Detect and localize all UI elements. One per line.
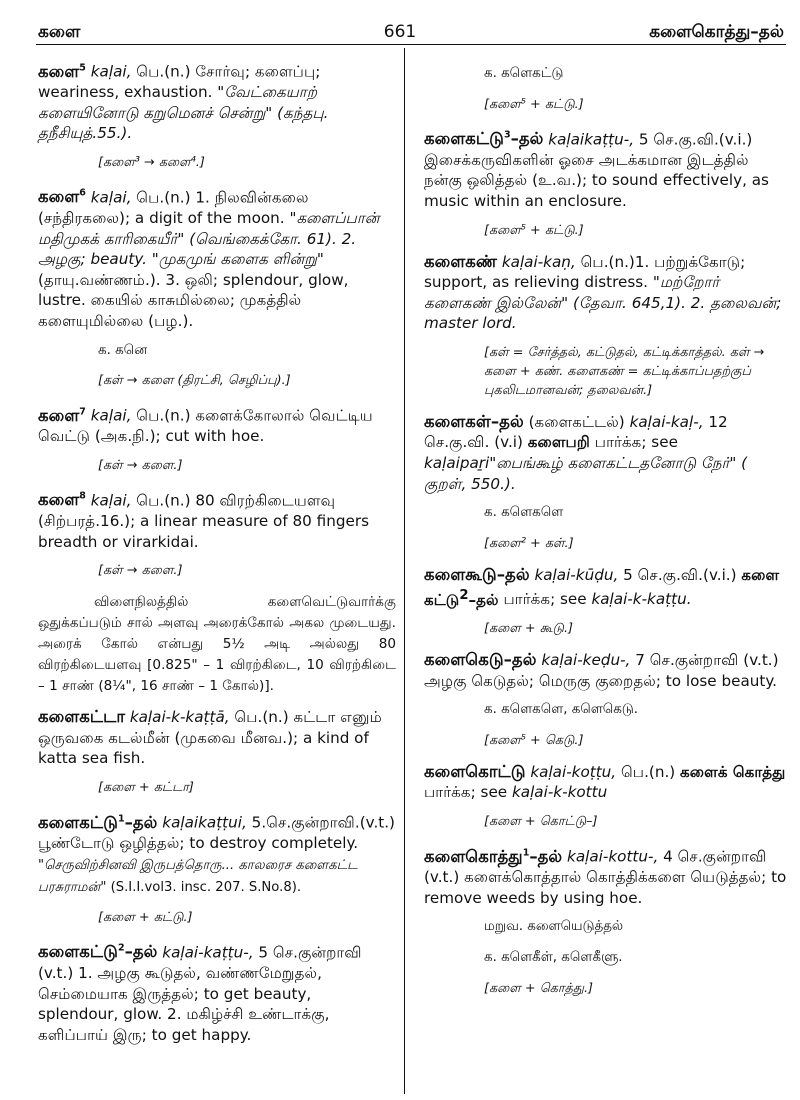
column-divider [404,48,405,1094]
transliteration: kaḷai, [90,188,132,207]
headword: களைகூடு–தல் [424,564,530,584]
dictionary-entry [424,252,788,334]
synonym: மறுவ. களையெடுத்தல் [484,919,624,935]
headword: களை$^8$ [38,490,86,510]
cross-reference: களைபறி [527,433,590,452]
quotation: "பைங்கூழ் களைகட்டதனோடு நேர்" [489,454,737,473]
headword: களைகட்டு$^3$–தல் [424,129,544,149]
transliteration: kaḷai-koṭṭu, [530,762,617,781]
definition: பார்க்க; see [589,433,678,452]
transliteration: kaḷai, [90,62,132,81]
etymology: [களை⁵ + கெடு.] [484,732,584,748]
etymology: [களை⁵ + கட்டு.] [484,222,584,238]
etymology: [களை⁵ + கட்டு.] [484,96,584,112]
etymology: [களை + கொத்து.] [484,980,594,996]
headword: களைகொட்டு [424,761,526,781]
dictionary-entry [424,650,788,691]
headword: களைகள்–தல் [424,411,524,431]
source: (தேவா. 645,1). 2. தலைவன்; master lord. [424,293,782,333]
transliteration: kaḷai-keḍu-, [541,651,631,670]
quotation: "மற்றோர் களைகண் இல்லேன்" [424,273,720,312]
page-header [0,0,800,40]
etymology: [களை³ → களை⁴.] [98,154,205,170]
page-number: 661 [383,22,417,42]
transliteration: kaḷai-k-kaṭṭu. [591,590,692,609]
dictionary-entry [424,126,788,212]
transliteration: kaḷai, [90,406,132,425]
transliteration: kaḷai-k-kaṭṭā, [129,708,230,727]
headword: களை$^5$ [38,61,86,81]
definition: பெ.(n.) களைக்கோலால் வெட்டிய வெட்டு (அக.நி.); cut with hoe. [38,406,373,446]
cognate: க. களெகளெ, களெகெடு. [484,702,638,718]
transliteration: kaḷai, [90,491,132,510]
transliteration: kaḷai-kottu-, [567,847,659,866]
explanatory-note: விளைநிலத்தில் களைவெட்டுவார்க்கு ஒதுக்கப்படும் சால் அளவு அரைக்கோல் அகல முடையது. அரைக் கோல் என்பது 5½ அடி அல்லது 80 விரற்கிடையளவு [0.825" – 1 விரற்கிடை, 10 விரற்கிடை – 1 சாண் (8¼", 16 சாண் – 1 கோல்)]. [38,594,396,695]
transliteration: kaḷai-k-kottu [511,783,608,802]
definition: பார்க்க; see [498,590,592,609]
transliteration: kaḷaikaṭṭu-, [548,130,635,149]
transliteration: kaḷai-kaṇ, [501,252,576,271]
source: (வெங்கைக்கோ. 61). 2. அழகு; beauty. [38,229,357,269]
dictionary-entry [424,412,788,494]
cognate: க. களெகீள், களெகீளு. [484,949,623,965]
dictionary-entry [38,184,396,332]
etymology: [களை + கூடு.] [484,621,574,637]
headword: களைகட்டு$^2$–தல் [38,942,158,962]
variant: (களைகட்டல்) [523,412,630,431]
source: (கந்தபு. தநீசியுத்.55.). [38,103,329,143]
dictionary-entry [424,843,788,908]
dictionary-entry [38,487,396,552]
definition: பெ.(n.) கட்டா எனும் ஒருவகை கடல்மீன் (முகவை மீனவ.); a kind of katta sea fish. [38,708,382,768]
definition: 5 செ.குன்றாவி (v.t.) 1. அழகு கூடுதல், வண்ணமேறுதல், செம்மையாக இருத்தல்; to get beauty, splendour, glow. 2. மகிழ்ச்சி உண்டாக்கு, களிப்பாய் இரு; to get happy. [38,943,362,1044]
headword: களை$^7$ [38,405,86,425]
etymology: [களை² + கள்.] [484,535,574,551]
left-column [38,58,396,1054]
etymology: [கள் → களை.] [98,563,183,579]
headword: களைகட்டு$^1$–தல் [38,812,158,832]
cognate: க. கனெ [98,342,148,358]
definition: 5.செ.குன்றாவி.(v.t.) பூண்டோடு ஒழித்தல்; to destroy completely. [38,813,395,853]
definition: 5 செ.கு.வி.(v.i.) இசைக்கருவிகளின் ஓசை அடக்கமான இடத்தில் நன்கு ஒலித்தல் (உ.வ.); to sound effectively, as music within an enclosure. [424,130,769,210]
transliteration: kaḷai-kaṭṭu-, [162,943,254,962]
transliteration: kaḷaipaṟi [424,454,490,473]
quotation: "களைப்பான் மதிமுகக் காரிகையீர்" [38,209,380,248]
source: (S.I.I.vol3. insc. 207. S.No.8). [106,880,302,896]
etymology: [களை + கட்டா] [98,780,194,795]
definition: (தாயு.வண்ணம்.). 3. ஒலி; splendour, glow, lustre. கையில் காசுமில்லை; முகத்தில் களையுமில்லை (பழ.). [38,270,349,330]
dictionary-entry [38,402,396,447]
headword: களைகண் [424,251,498,271]
cross-reference: களை கட்டு$^2$–தல் [424,565,780,609]
dictionary-entry [424,762,788,803]
quotation: "வேட்கையாற் களையினோடு கறுமெனச் சென்று" [38,83,318,122]
etymology: [கள் = சேர்த்தல், கட்டுதல், கட்டிக்காத்தல். கள் → களை + கண். களைகண் = கட்டிக்காப்பதற்குப் புகலிடமானவன்; தலைவன்.] [484,344,765,398]
dictionary-entry [38,707,396,769]
definition: பெ.(n.)1. பற்றுக்கோடு; support, as relieving distress. [424,252,746,292]
etymology: [கள் → களை.] [98,457,183,473]
headword: களை$^6$ [38,187,86,207]
definition: பெ.(n.) 1. நிலவின்கலை (சந்திரகலை); a digit of the moon. [38,188,309,228]
quotation: "செருவிற்சினவி இருபத்தொரு... காலரைச களைகட்ட பரசுராமன்" [38,857,358,896]
definition: 7 செ.குன்றாவி (v.t.) அழகு கெடுதல்; மெருகு குறைதல்; to lose beauty. [424,651,779,690]
definition: பார்க்க; see [424,783,512,802]
definition: 5 செ.கு.வி.(v.i.) [618,565,742,584]
transliteration: kaḷai-kaḷ-, [629,412,704,431]
dictionary-entry [424,565,788,610]
header-right-guideword: களைகொத்து–தல் [649,22,784,42]
dictionary-entry [38,58,396,144]
definition: 4 செ.குன்றாவி (v.t.) களைக்கொத்தால் கொத்திக்களை யெடுத்தல்; to remove weeds by using hoe. [424,847,787,907]
right-column [424,58,788,1010]
source: ( குறள், 550.). [424,454,748,493]
headword: களைகொத்து$^1$–தல் [424,846,563,866]
definition: பெ.(n.) சோர்வு; களைப்பு; weariness, exhaustion. [38,62,321,102]
transliteration: kaḷaikaṭṭui, [162,813,247,832]
cross-reference: களைக் கொத்து [680,762,786,781]
dictionary-entry [38,939,396,1046]
etymology: [களை + கொட்டு–] [484,814,598,830]
definition: பெ.(n.) 80 விரற்கிடையளவு (சிற்பரத்.16.); a linear measure of 80 fingers breadth or virarkidai. [38,491,369,551]
definition: பெ.(n.) [616,762,681,781]
headword: களைகெடு–தல் [424,650,537,670]
quotation: "முகமுங் களைக ளின்று" [151,250,324,269]
etymology: [களை + கட்டு.] [98,909,193,925]
header-rule [36,44,786,45]
cognate: க. களெகட்டு [484,66,564,81]
headword: களைகட்டா [38,707,125,727]
header-left-guideword: களை [38,22,81,42]
etymology: [கள் → களை (திரட்சி, செழிப்பு).] [98,373,291,389]
dictionary-entry [38,809,396,899]
transliteration: kaḷai-kūḍu, [534,565,619,584]
definition: 12 செ.கு.வி. (v.i) [424,412,728,452]
cognate: க. களெகளெ [484,505,564,521]
